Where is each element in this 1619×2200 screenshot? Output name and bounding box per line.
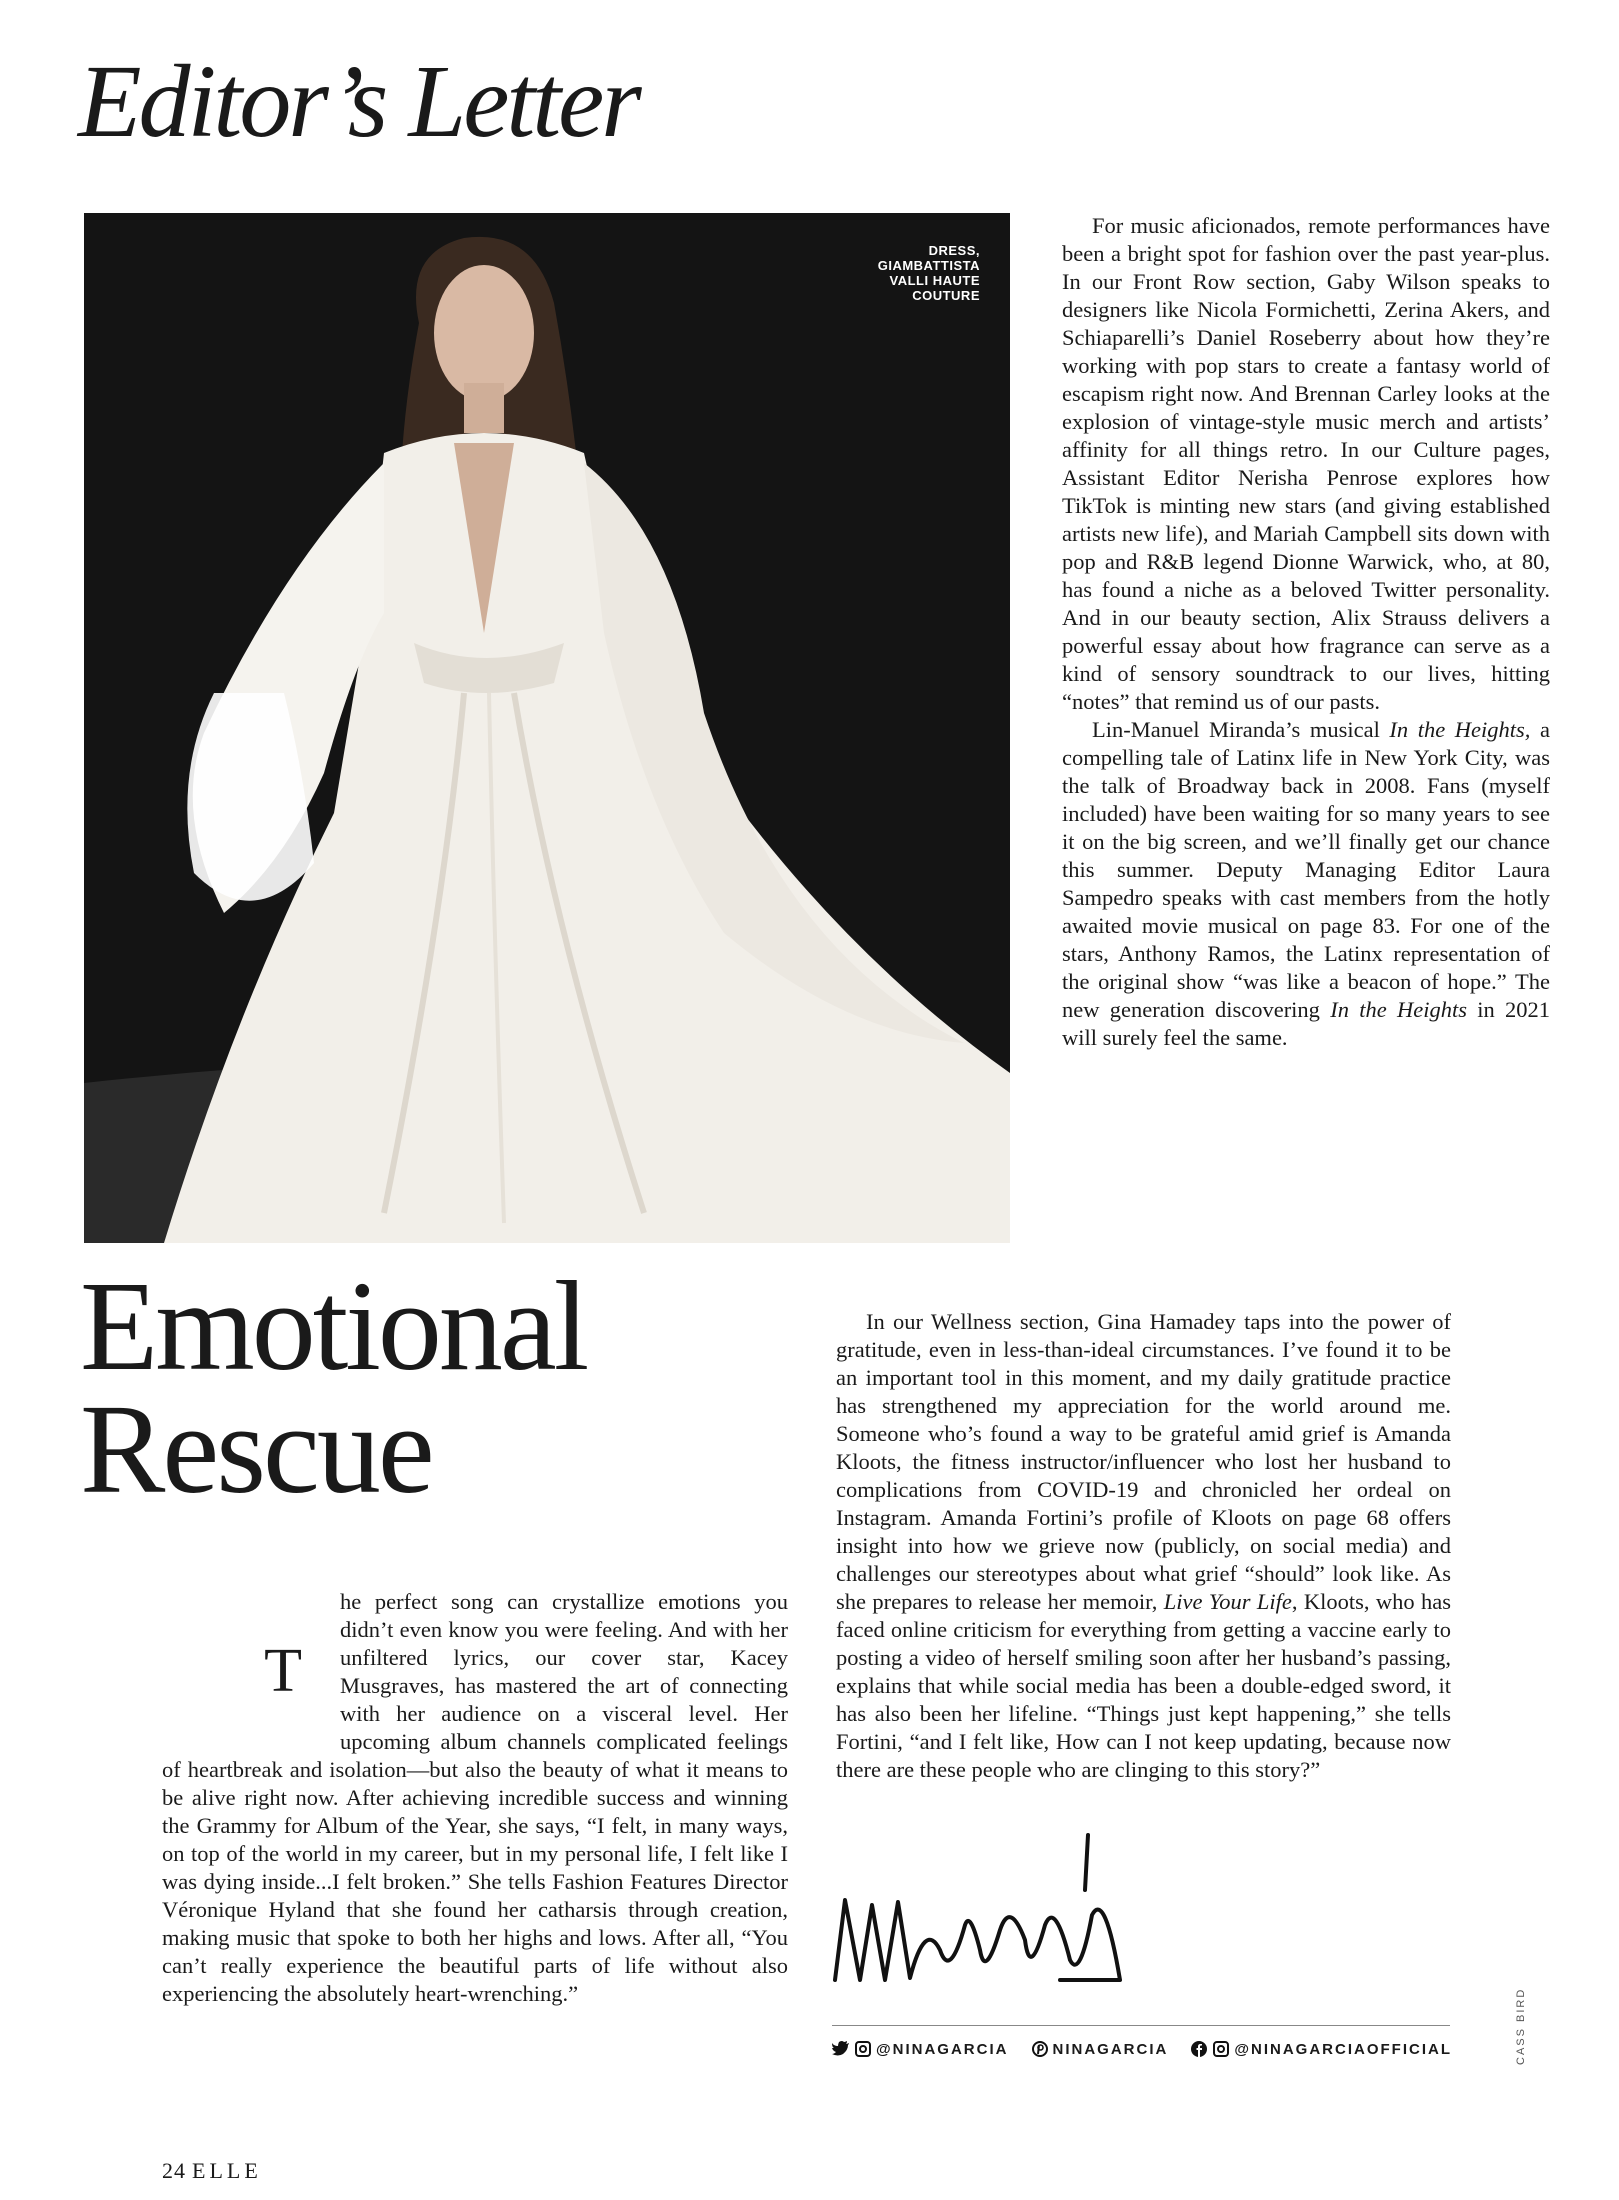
twitter-icon xyxy=(832,2040,850,2058)
wellness-paragraph xyxy=(836,1308,1451,1784)
intro-paragraph: he perfect song can crystallize emotions you didn’t even know you were feeling. And with her unfiltered lyrics, our cover star, Kacey Musgraves, has mastered the art of connecting with her audience on a visceral level. Her upcoming album channels complicated feelings of heartbreak and isolation—but also the beauty of what it means to be alive right now. After achieving incredible success and winning the Grammy for Album of the Year, she says, “I felt, in many ways, on top of the world in my career, but in my personal life, I felt like I was dying inside...I felt broken.” She tells Fashion Features Director Véronique Hyland that she found her catharsis through creation, making music that spoke to both her highs and lows. After all, “You can’t really experience the beautiful parts of life without also experiencing the absolutely heart-wrenching.” xyxy=(162,1589,788,2006)
caption-line: COUTURE xyxy=(912,288,980,303)
right-column-bottom xyxy=(836,1308,1451,1784)
page-number: 24 xyxy=(162,2158,186,2183)
social-handles xyxy=(832,2040,1452,2058)
drop-cap: T xyxy=(264,1637,302,1705)
facebook-handle[interactable] xyxy=(1190,2040,1452,2058)
text-run: Lin-Manuel Miranda’s musical xyxy=(1092,717,1390,742)
pinterest-icon xyxy=(1031,2040,1049,2058)
text-run: in 2021 will surely feel the same. xyxy=(1062,997,1550,1050)
italic-title: Live Your Life xyxy=(1163,1589,1292,1614)
magazine-name: ELLE xyxy=(192,2158,262,2183)
italic-title: In the Heights, xyxy=(1389,717,1531,742)
italic-title: In the Heights xyxy=(1330,997,1467,1022)
headline xyxy=(80,1255,587,1520)
heights-paragraph xyxy=(1062,716,1550,1052)
twitter-instagram-handle[interactable] xyxy=(832,2040,1008,2058)
headline-line-2: Rescue xyxy=(80,1377,432,1520)
instagram-icon xyxy=(854,2040,872,2058)
section-kicker: Editor’s Letter xyxy=(78,44,639,159)
text-run: , Kloots, who has faced online criticism for everything from getting a vaccine early to posting a video of herself smiling soon after her husband’s passing, explains that while social media has been a double-edged sword, it has also been her lifeline. “Things just kept happening,” she tells Fortini, “and I felt like, How can I not keep updating, because now there are these people who are clinging to this story?” xyxy=(836,1589,1452,1782)
left-column xyxy=(162,1588,788,2008)
handle-text: @NINAGARCIA xyxy=(876,2040,1009,2058)
photo-caption xyxy=(878,243,980,303)
page-folio xyxy=(162,2158,262,2184)
handle-text: @NINAGARCIAOFFICIAL xyxy=(1234,2040,1452,2058)
text-run: In our Wellness section, Gina Hamadey taps into the power of gratitude, even in less-than-ideal circumstances. I’ve found it to be an important tool in this moment, and my daily gratitude practice has strengthened my appreciation for the world around me. Someone who’s found a way to be grateful amid grief is Amanda Kloots, the fitness instructor/influencer who lost her husband to complications from COVID-19 and chronicled her ordeal on Instagram. Amanda Fortini’s profile of Kloots on page 68 offers insight into how we grieve now (publicly, on social media) and challenges our stereotypes about what grief “should” look like. As she prepares to release her memoir, xyxy=(836,1309,1451,1614)
right-column-top xyxy=(1062,212,1550,1052)
headline-line-1: Emotional xyxy=(80,1255,587,1397)
pinterest-handle[interactable] xyxy=(1031,2040,1169,2058)
editor-signature xyxy=(830,1830,1150,2000)
caption-line: DRESS, xyxy=(928,243,980,258)
facebook-icon xyxy=(1190,2040,1208,2058)
music-paragraph: For music aficionados, remote performances have been a bright spot for fashion over the past year-plus. In our Front Row section, Gaby Wilson speaks to designers like Nicola Formichetti, Zerina Akers, and Schiaparelli’s Daniel Roseberry about how they’re working with pop stars to create a fantasy world of escapism right now. And Brennan Carley looks at the explosion of vintage-style music merch and artists’ affinity for all things retro. In our Culture pages, Assistant Editor Nerisha Penrose explores how TikTok is minting new stars (and giving established artists new life), and Mariah Campbell sits down with pop and R&B legend Dionne Warwick, who, at 80, has found a niche as a beloved Twitter personality. And in our beauty section, Alix Strauss delivers a powerful essay about how fragrance can serve as a kind of sensory soundtrack to our lives, hitting “notes” that remind us of our pasts. xyxy=(1062,213,1550,714)
dress-figure-illustration xyxy=(84,213,1010,1243)
social-divider xyxy=(832,2025,1450,2026)
photo-credit: CASS BIRD xyxy=(1515,1987,1527,2065)
instagram-icon xyxy=(1212,2040,1230,2058)
caption-line: VALLI HAUTE xyxy=(889,273,980,288)
cover-photo xyxy=(84,213,1010,1243)
caption-line: GIAMBATTISTA xyxy=(877,258,980,273)
handle-text: NINAGARCIA xyxy=(1052,2040,1169,2058)
text-run: a compelling tale of Latinx life in New York City, was the talk of Broadway back in 2008. Fans (myself included) have been waiting for so many years to see it on the big screen, and we’ll finally get our chance this summer. Deputy Managing Editor Laura Sampedro speaks with cast members from the hotly awaited movie musical on page 83. For one of the stars, Anthony Ramos, the Latinx representation of the original show “was like a beacon of hope.” The new generation discovering xyxy=(1062,717,1550,1022)
